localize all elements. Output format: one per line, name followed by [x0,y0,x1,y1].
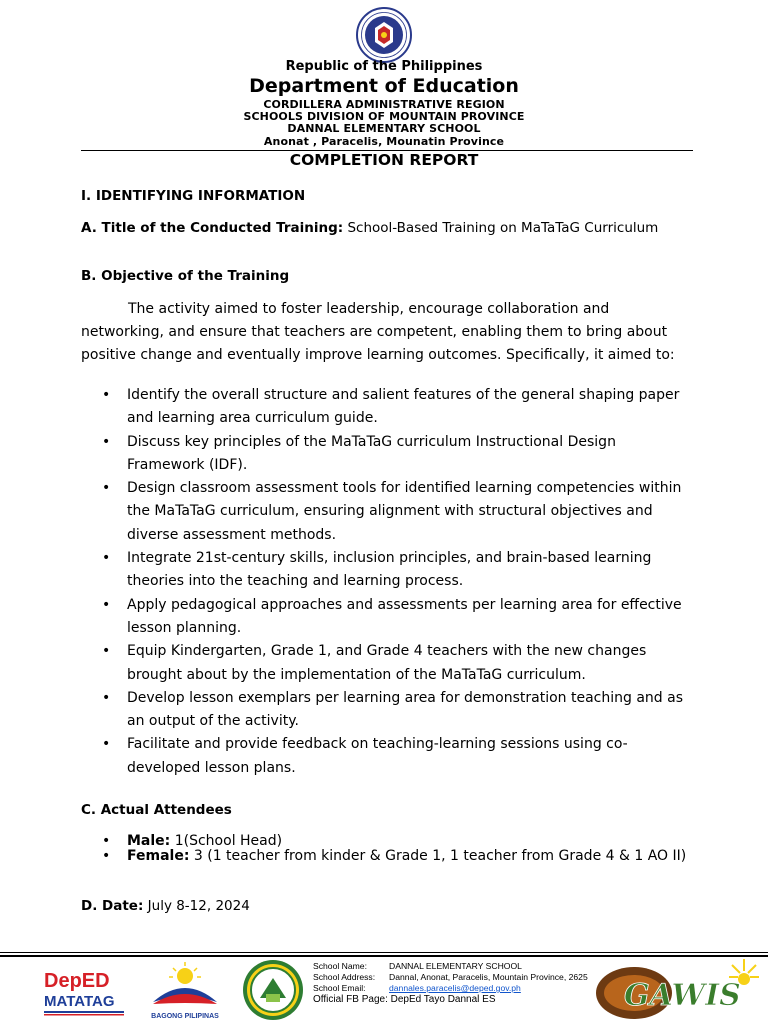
objective-paragraph: The activity aimed to foster leadership, encourage collaboration and networking, and ensure that teachers are competent, enabling them to bring about positive change and eventually improve learning outcomes. Specifically, it aimed to: [81,301,675,363]
attendee-label: Male: [127,833,171,849]
training-title [81,221,693,236]
footer-rule [0,952,768,953]
school-address-label: School Address: [313,972,376,982]
address-line: Anonat , Paracelis, Mounatin Province [263,135,505,148]
school-name-value: DANNAL ELEMENTARY SCHOOL [389,961,522,971]
objective-item: • Identify the overall structure and salient features of the general shaping paper and learning area curriculum guide. [81,384,693,431]
objective-list [81,384,693,780]
division-line: SCHOOLS DIVISION OF MOUNTAIN PROVINCE [243,110,525,123]
fb-page-line: Official FB Page: DepEd Tayo Dannal ES [313,994,496,1005]
attendees-list [81,834,693,864]
attendee-item [81,834,693,849]
objective-heading: B. Objective of the Training [81,268,290,284]
deped-matatag-logo [40,963,130,1019]
school-line: DANNAL ELEMENTARY SCHOOL [287,122,481,135]
attendee-item [81,849,693,864]
section-heading: I. IDENTIFYING INFORMATION [81,188,306,204]
bagong-pilipinas-logo [145,962,225,1020]
objective-item: • Discuss key principles of the MaTaTaG curriculum Instructional Design Framework (IDF). [81,431,693,478]
deped-seal-icon [353,6,415,64]
attendee-label: Female: [127,848,190,864]
region-line: CORDILLERA ADMINISTRATIVE REGION [263,98,505,111]
school-seal-icon [238,958,308,1022]
attendee-value: 1(School Head) [170,833,283,849]
deped-logo-text: DepED [44,970,110,992]
matatag-logo-text: MATATAG [44,993,115,1010]
school-email-label: School Email: [313,983,366,993]
objective-item: • Develop lesson exemplars per learning area for demonstration teaching and as an output of the activity. [81,687,693,734]
gawis-logo [594,955,762,1021]
training-title-value: School-Based Training on MaTaTaG Curriculum [343,220,659,236]
objective-item: • Facilitate and provide feedback on teaching-learning sessions using co-developed lesson plans. [81,733,693,780]
objective-item: • Integrate 21st-century skills, inclusion principles, and brain-based learning theories into the teaching and learning process. [81,547,693,594]
date-label: D. Date: [81,898,144,914]
attendee-value: 3 (1 teacher from kinder & Grade 1, 1 teacher from Grade 4 & 1 AO II) [189,848,687,864]
footer-school-info [313,961,588,1006]
objective-item: • Design classroom assessment tools for identified learning competencies within the MaTaTaG curriculum, ensuring alignment with structural objectives and diverse assessment methods. [81,477,693,547]
bagong-pilipinas-text: BAGONG PILIPINAS [151,1013,219,1020]
school-email-link[interactable]: dannales.paracelis@deped.gov.ph [389,983,521,993]
department-line: Department of Education [249,75,519,97]
training-date [81,899,693,914]
report-title: COMPLETION REPORT [289,151,479,169]
date-value: July 8-12, 2024 [143,898,250,914]
training-title-label: A. Title of the Conducted Training: [81,220,344,236]
school-name-label: School Name: [313,961,367,971]
republic-line: Republic of the Philippines [285,59,483,74]
gawis-logo-text: GAWIS [624,978,741,1013]
attendees-heading: C. Actual Attendees [81,802,232,818]
objective-item: • Apply pedagogical approaches and assessments per learning area for effective lesson planning. [81,594,693,641]
objective-item: • Equip Kindergarten, Grade 1, and Grade 4 teachers with the new changes brought about by the implementation of the MaTaTaG curriculum. [81,640,693,687]
school-address-value: Dannal, Anonat, Paracelis, Mountain Province, 2625 [389,972,588,982]
